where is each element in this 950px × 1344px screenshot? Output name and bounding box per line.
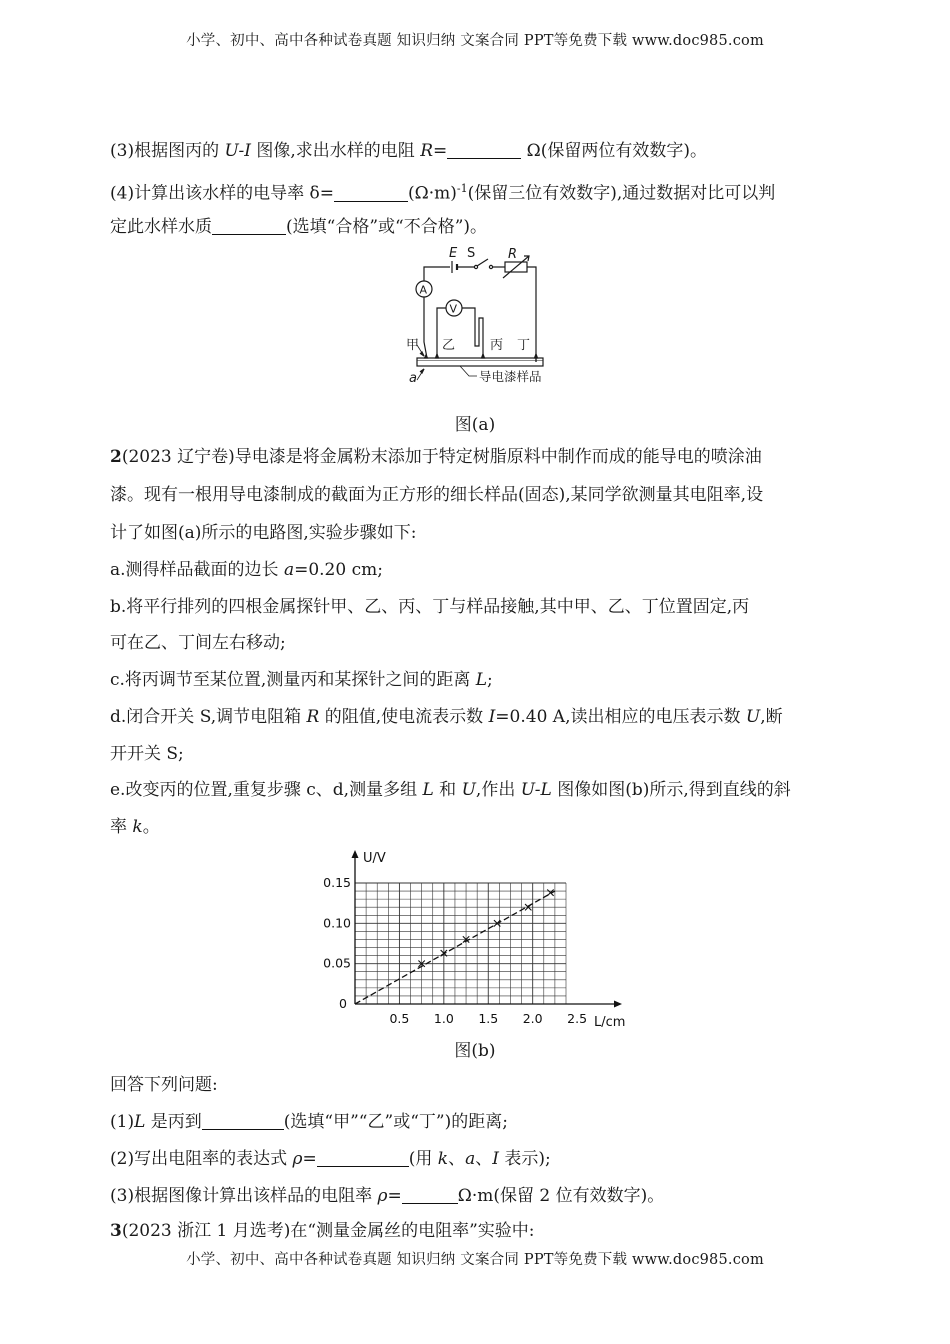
origin-label: 0 [339, 996, 347, 1011]
q3-intro: 3(2023 浙江 1 月选考)在“测量金属丝的电阻率”实验中: [110, 1221, 535, 1241]
step-b-line1: b.将平行排列的四根金属探针甲、乙、丙、丁与样品接触,其中甲、乙、丁位置固定,丙 [110, 597, 750, 617]
answer-blank[interactable] [317, 1148, 409, 1167]
wire [462, 308, 483, 358]
x-axis-label: L/cm [594, 1015, 626, 1030]
step-b-line2: 可在乙、丁间左右移动; [110, 633, 286, 653]
u-l-chart [318, 846, 638, 1032]
y-axis-label: U/V [363, 851, 386, 866]
label-R: R [508, 247, 518, 262]
page-footer: 小学、初中、高中各种试卷真题 知识归纳 文案合同 PPT等免费下载 www.doc985.com [186, 1252, 764, 1268]
step-a: a.测得样品截面的边长 a=0.20 cm; [110, 560, 383, 580]
q2-intro-line2: 漆。现有一根用导电漆制成的截面为正方形的细长样品(固态),某同学欲测量其电阻率,设 [110, 485, 764, 505]
page-header: 小学、初中、高中各种试卷真题 知识归纳 文案合同 PPT等免费下载 www.doc985.com [186, 33, 764, 49]
step-e-line2: 率 k。 [110, 817, 160, 837]
x-tick-label: 0.5 [389, 1011, 410, 1026]
label-a: a [409, 371, 417, 386]
sub-question-1: (1)L 是丙到 (选填“甲”“乙”或“丁”)的距离; [110, 1112, 508, 1132]
answer-blank[interactable] [212, 216, 286, 235]
label-E: E [449, 246, 458, 261]
step-e-line1: e.改变丙的位置,重复步骤 c、d,测量多组 L 和 U,作出 U-L 图像如图(b)所示,得到直线的斜 [110, 780, 791, 800]
sample-label: 导电漆样品 [479, 369, 542, 384]
q2-intro-line1: 2(2023 辽宁卷)导电漆是将金属粉末添加于特定树脂原料中制作而成的能导电的喷涂油 [110, 447, 762, 467]
figure-a-caption: 图(a) [454, 415, 496, 435]
switch-contact [489, 265, 492, 268]
probe-label-yi: 乙 [442, 338, 456, 353]
sample-bar [417, 358, 543, 366]
step-c: c.将丙调节至某位置,测量丙和某探针之间的距离 L; [110, 670, 493, 690]
sub-question-2: (2)写出电阻率的表达式 ρ= (用 k、a、I 表示); [110, 1149, 551, 1169]
probe-label-bing: 丙 [490, 338, 504, 353]
answer-blank[interactable] [202, 1111, 284, 1130]
y-tick-label: 0.10 [323, 915, 351, 931]
step-d-line2: 开开关 S; [110, 744, 184, 764]
chart-axes [352, 850, 623, 1008]
q1-part3: (3)根据图丙的 U-I 图像,求出水样的电阻 R= Ω(保留两位有效数字)。 [110, 141, 708, 161]
y-axis-arrow [352, 850, 359, 858]
x-tick-label: 2.0 [522, 1011, 543, 1026]
probe-label-jia: 甲 [406, 338, 420, 353]
answer-blank[interactable] [334, 183, 408, 202]
circuit-diagram [395, 242, 565, 392]
answer-blank[interactable] [447, 140, 521, 159]
x-tick-label: 2.5 [567, 1011, 588, 1026]
x-tick-label: 1.5 [478, 1011, 499, 1026]
wire [424, 267, 450, 281]
y-tick-label: 0.15 [323, 875, 351, 890]
voltmeter-label: V [449, 302, 458, 316]
figure-b-caption: 图(b) [454, 1041, 496, 1061]
step-d-line1: d.闭合开关 S,调节电阻箱 R 的阻值,使电流表示数 I=0.40 A,读出相应的电压表示数 U,断 [110, 707, 783, 727]
switch-arm [477, 259, 488, 266]
x-axis-arrow [614, 1001, 622, 1008]
chart-labels [323, 851, 625, 1030]
y-tick-label: 0.05 [323, 955, 351, 971]
probe-label-ding: 丁 [517, 338, 531, 353]
q1-part4: (4)计算出该水样的电导率 $\delta= (\Omega\cdot m)^{-1}$(保留三位有效数字),通过数据对比可以判 [110, 182, 776, 204]
x-tick-label: 1.0 [433, 1011, 454, 1026]
answer-intro: 回答下列问题: [110, 1075, 218, 1095]
wire [424, 297, 427, 358]
label-S: S [467, 246, 476, 261]
ammeter-label: A [419, 283, 428, 297]
sub-question-3: (3)根据图像计算出该样品的电阻率 ρ= Ω·m(保留 2 位有效数字)。 [110, 1186, 665, 1206]
q2-intro-line3: 计了如图(a)所示的电路图,实验步骤如下: [110, 523, 417, 543]
answer-blank[interactable] [402, 1185, 458, 1204]
q1-part4-cont: 定此水样水质 (选填“合格”或“不合格”)。 [110, 217, 488, 237]
